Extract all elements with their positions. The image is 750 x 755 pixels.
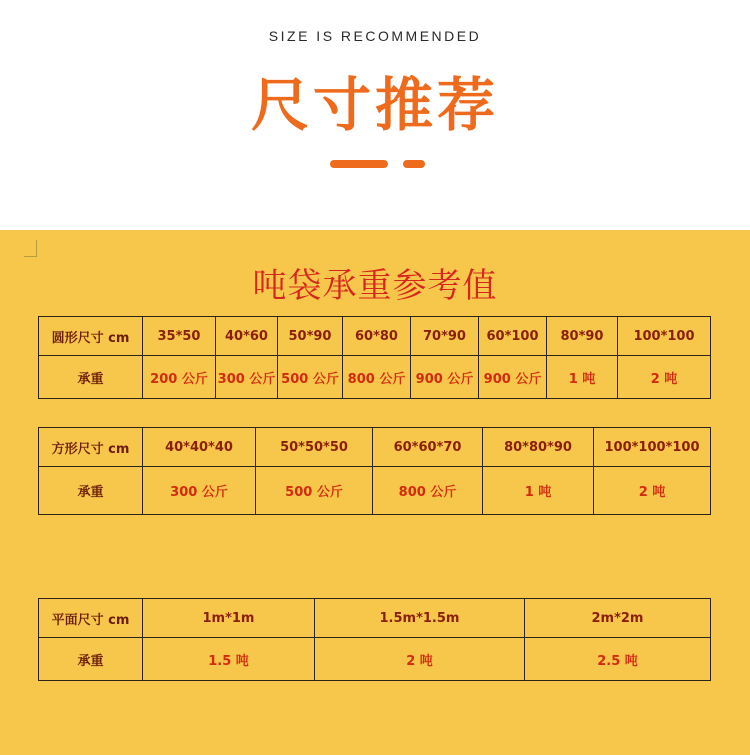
title-underline-short xyxy=(403,160,425,168)
size-cell: 60*80 xyxy=(343,317,411,356)
size-cell: 70*90 xyxy=(411,317,479,356)
load-cell: 500 公斤 xyxy=(278,356,343,399)
round-size-table xyxy=(38,316,711,399)
size-row xyxy=(39,317,711,356)
load-cell: 2.5 吨 xyxy=(525,638,711,681)
size-cell: 80*80*90 xyxy=(483,428,594,467)
load-cell: 1 吨 xyxy=(483,467,594,515)
size-cell: 1m*1m xyxy=(143,599,315,638)
size-cell: 60*100 xyxy=(479,317,547,356)
section-subtitle: SIZE IS RECOMMENDED xyxy=(268,28,482,44)
size-cell: 40*40*40 xyxy=(143,428,256,467)
size-cell: 50*90 xyxy=(278,317,343,356)
load-cell: 500 公斤 xyxy=(256,467,373,515)
flat-size-table xyxy=(38,598,711,681)
load-cell: 200 公斤 xyxy=(143,356,216,399)
section-title: 尺寸推荐 xyxy=(250,71,499,139)
size-row-header: 平面尺寸 cm xyxy=(39,599,143,638)
load-cell: 1 吨 xyxy=(547,356,618,399)
load-row-header: 承重 xyxy=(39,638,143,681)
load-cell: 2 吨 xyxy=(594,467,711,515)
size-cell: 80*90 xyxy=(547,317,618,356)
size-row-header: 圆形尺寸 cm xyxy=(39,317,143,356)
size-cell: 100*100*100 xyxy=(594,428,711,467)
load-cell: 800 公斤 xyxy=(373,467,483,515)
load-cell: 2 吨 xyxy=(618,356,711,399)
load-row xyxy=(39,467,711,515)
load-cell: 2 吨 xyxy=(315,638,525,681)
size-row xyxy=(39,599,711,638)
size-cell: 50*50*50 xyxy=(256,428,373,467)
load-cell: 300 公斤 xyxy=(216,356,278,399)
corner-mark xyxy=(24,240,37,257)
load-row xyxy=(39,356,711,399)
size-row xyxy=(39,428,711,467)
load-table-title: 吨袋承重参考值 xyxy=(252,266,498,306)
load-row xyxy=(39,638,711,681)
size-row-header: 方形尺寸 cm xyxy=(39,428,143,467)
size-cell: 100*100 xyxy=(618,317,711,356)
size-cell: 2m*2m xyxy=(525,599,711,638)
title-underline-long xyxy=(330,160,388,168)
load-cell: 300 公斤 xyxy=(143,467,256,515)
size-cell: 40*60 xyxy=(216,317,278,356)
load-cell: 1.5 吨 xyxy=(143,638,315,681)
load-cell: 900 公斤 xyxy=(479,356,547,399)
size-cell: 1.5m*1.5m xyxy=(315,599,525,638)
size-cell: 60*60*70 xyxy=(373,428,483,467)
load-row-header: 承重 xyxy=(39,356,143,399)
load-cell: 800 公斤 xyxy=(343,356,411,399)
size-cell: 35*50 xyxy=(143,317,216,356)
load-cell: 900 公斤 xyxy=(411,356,479,399)
load-row-header: 承重 xyxy=(39,467,143,515)
square-size-table xyxy=(38,427,711,515)
